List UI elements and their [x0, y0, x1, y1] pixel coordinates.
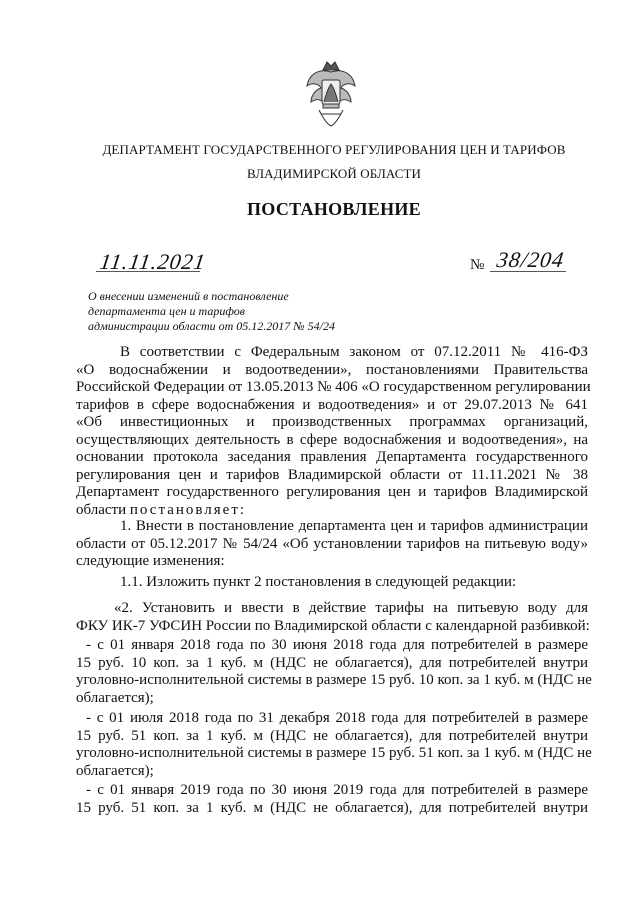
document-type-title: ПОСТАНОВЛЕНИЕ [247, 199, 421, 219]
item-2-paragraph [76, 600, 588, 635]
document-number: 38/204 [495, 247, 566, 272]
text-line: ФКУ ИК-7 УФСИН России по Владимирской области с календарной разбивкой: [76, 617, 590, 634]
subject-line: департамента цен и тарифов [88, 304, 245, 318]
text-line: - с 01 января 2019 года по 30 июня 2019 года для потребителей в размере [86, 782, 588, 798]
text-line [76, 502, 588, 520]
document-subject [88, 289, 335, 334]
text-line: «Об инвестиционных и производственных программах организаций, [76, 414, 588, 430]
preamble-paragraph [76, 344, 591, 519]
text-line: В соответствии с Федеральным законом от 07.12.2011 № 416-ФЗ [120, 344, 588, 360]
text-line: Департамент государственного регулирования цен и тарифов Владимирской [76, 484, 588, 500]
text-line: осуществляющих деятельность в сфере водоснабжения и водоотведения», на [76, 431, 588, 448]
item-1-paragraph [76, 518, 588, 571]
text-line: тарифов в сфере водоснабжения и водоотведения» и от 29.07.2013 № 641 [76, 396, 588, 413]
tariff-period-3 [76, 782, 588, 817]
text-line: облагается); [76, 689, 154, 706]
text-line: облагается); [76, 762, 154, 779]
text-line: Российской Федерации от 13.05.2013 № 406 «О государственном регулировании [76, 379, 591, 395]
number-sign: № [470, 257, 485, 273]
postanovlyaet-word: постановляет: [129, 501, 247, 518]
department-name-line1: ДЕПАРТАМЕНТ ГОСУДАРСТВЕННОГО РЕГУЛИРОВАНИЯ ЦЕН И ТАРИФОВ [102, 142, 566, 157]
department-name-line2: ВЛАДИМИРСКОЙ ОБЛАСТИ [246, 166, 422, 181]
text-line: 1. Внести в постановление департамента цен и тарифов администрации [120, 518, 588, 534]
subject-line: О внесении изменений в постановление [88, 289, 289, 303]
tariff-period-2 [76, 710, 592, 780]
text-line: основании протокола заседания правления Департамента государственного [76, 449, 588, 465]
coat-of-arms-emblem [301, 58, 361, 130]
text-line: - с 01 января 2018 года по 30 июня 2018 года для потребителей в размере [86, 637, 588, 653]
text-line: 15 руб. 51 коп. за 1 куб. м (НДС не облагается), для потребителей внутри [76, 799, 588, 816]
subject-line: администрации области от 05.12.2017 № 54/24 [88, 319, 335, 333]
document-date: 11.11.2021 [98, 249, 208, 274]
tariff-period-1 [76, 637, 592, 707]
text-line: 15 руб. 51 коп. за 1 куб. м (НДС не облагается), для потребителей внутри [76, 727, 588, 744]
text-line: регулирования цен и тарифов Владимирской области от 11.11.2021 № 38 [76, 466, 588, 483]
text-line: «2. Установить и ввести в действие тарифы на питьевую воду для [114, 600, 588, 616]
text-line: 15 руб. 10 коп. за 1 куб. м (НДС не облагается), для потребителей внутри [76, 654, 588, 671]
text-line: уголовно-исполнительной системы в размере 15 руб. 51 коп. за 1 куб. м (НДС не [76, 745, 592, 761]
text-line: 1.1. Изложить пункт 2 постановления в следующей редакции: [120, 574, 517, 590]
item-1-1-paragraph [76, 574, 588, 592]
date-underline [96, 271, 200, 272]
text-fragment: области [76, 501, 127, 518]
number-underline [490, 271, 566, 272]
text-line: - с 01 июля 2018 года по 31 декабря 2018 года для потребителей в размере [86, 710, 588, 726]
text-line: «О водоснабжении и водоотведении», постановлениями Правительства [76, 361, 588, 378]
text-line: области от 05.12.2017 № 54/24 «Об установлении тарифов на питьевую воду» [76, 535, 588, 552]
text-line: уголовно-исполнительной системы в размере 15 руб. 10 коп. за 1 куб. м (НДС не [76, 672, 592, 688]
text-line: следующие изменения: [76, 553, 225, 569]
